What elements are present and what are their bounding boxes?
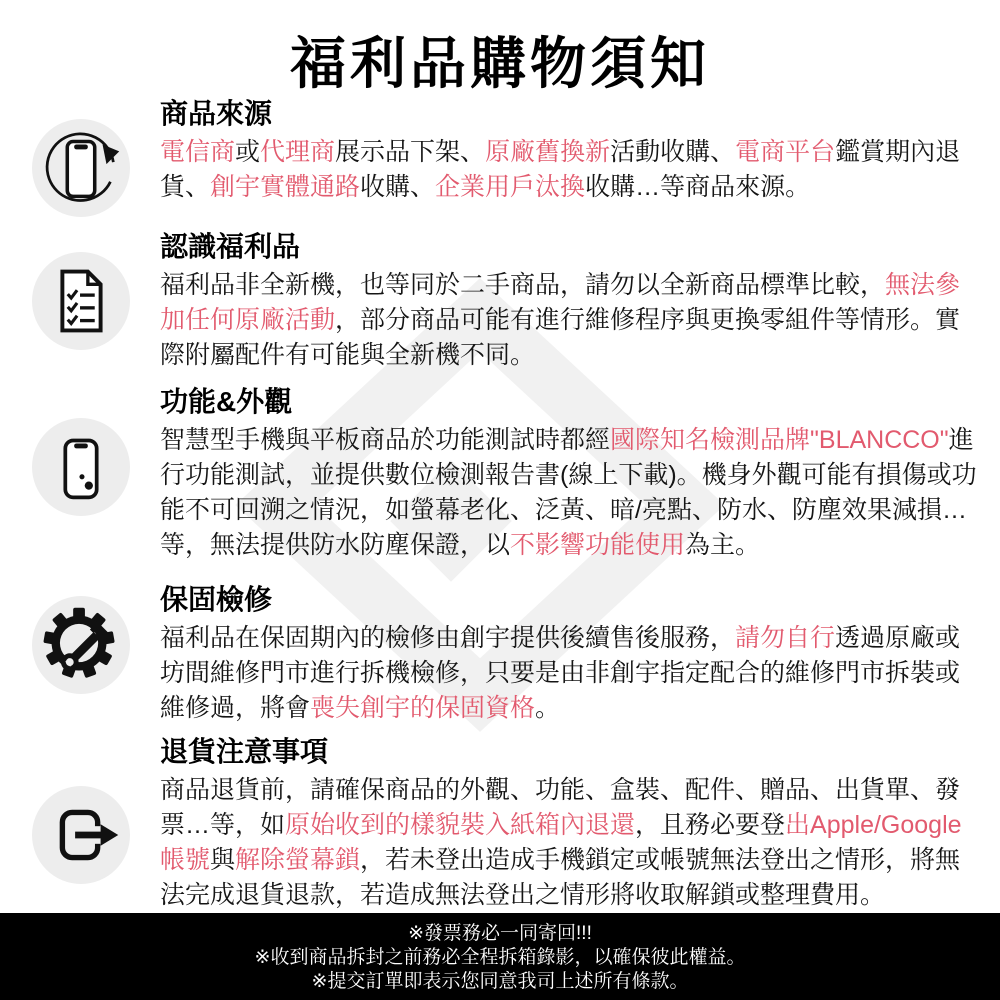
- highlighted-text-segment: 帳號: [160, 846, 211, 874]
- highlighted-text-segment: 代理商: [260, 138, 336, 166]
- highlighted-text-segment: 創宇實體通路: [210, 173, 361, 201]
- text-line: [160, 808, 962, 843]
- text-segment: 商品退貨前，請確保商品的外觀、功能、盒裝、配件、贈品、出貨單、發: [160, 776, 961, 804]
- text-segment: 收購、: [360, 173, 436, 201]
- text-line: [160, 338, 960, 373]
- highlighted-text-segment: 無法參: [885, 271, 961, 299]
- section-heading: 認識福利品: [160, 231, 301, 262]
- text-segment: 展示品下架、: [335, 138, 486, 166]
- text-line: [160, 135, 960, 170]
- footer-notice-bar: [0, 913, 1000, 1000]
- text-segment: 際附屬配件有可能與全新機不同。: [160, 341, 536, 369]
- section-heading: 保固檢修: [160, 584, 273, 615]
- text-segment: 票…等，如: [160, 811, 286, 839]
- footer-line: ※發票務必一同寄回!!!: [408, 923, 592, 944]
- text-segment: 貨、: [160, 173, 211, 201]
- section-heading: 退貨注意事項: [160, 736, 329, 767]
- highlighted-text-segment: 不影響功能使用: [510, 531, 686, 559]
- text-segment: 行功能測試，並提供數位檢測報告書(線上下載)。機身外觀可能有損傷或功: [160, 461, 977, 489]
- phone-screen-icon: [32, 418, 130, 516]
- text-line: [160, 458, 977, 493]
- text-line: [160, 268, 960, 303]
- text-segment: 進: [948, 426, 974, 454]
- highlighted-text-segment: 解除螢幕鎖: [235, 846, 361, 874]
- text-segment: 與: [210, 846, 236, 874]
- highlighted-text-segment: 原始收到的樣貌裝入紙箱內退還: [285, 811, 636, 839]
- highlighted-text-segment: 加任何原廠活動: [160, 306, 336, 334]
- highlighted-text-segment: 國際知名檢測品牌"BLANCCO": [610, 426, 949, 454]
- section-body: [160, 135, 960, 205]
- highlighted-text-segment: 喪失創宇的保固資格: [310, 694, 536, 722]
- footer-line: ※收到商品拆封之前務必全程拆箱錄影，以確保彼此權益。: [254, 947, 746, 968]
- text-segment: 智慧型手機與平板商品於功能測試時都經: [160, 426, 611, 454]
- text-segment: 。: [535, 694, 561, 722]
- text-segment: ，且務必要登: [635, 811, 786, 839]
- checklist-icon: [32, 252, 130, 350]
- section-heading: 商品來源: [160, 98, 273, 129]
- text-line: [160, 773, 962, 808]
- text-line: [160, 303, 960, 338]
- section-heading: 功能&外觀: [160, 386, 293, 417]
- text-segment: 或: [235, 138, 261, 166]
- footer-line: ※提交訂單即表示您同意我司上述所有條款。: [311, 971, 689, 992]
- text-line: [160, 170, 960, 205]
- text-segment: 坊間維修門市進行拆機檢修，只要是由非創宇指定配合的維修門市拆裝或: [160, 659, 961, 687]
- text-segment: ，若未登出造成手機鎖定或帳號無法登出之情形，將無: [360, 846, 961, 874]
- text-segment: 為主。: [685, 531, 761, 559]
- text-segment: 收購…等商品來源。: [585, 173, 811, 201]
- text-line: [160, 656, 960, 691]
- highlighted-text-segment: 企業用戶汰換: [435, 173, 586, 201]
- section-body: [160, 773, 962, 913]
- text-segment: 透過原廠或: [835, 624, 961, 652]
- section-body: [160, 268, 960, 373]
- highlighted-text-segment: 請勿自行: [735, 624, 836, 652]
- text-line: [160, 843, 962, 878]
- text-segment: 福利品非全新機，也等同於二手商品，請勿以全新商品標準比較，: [160, 271, 886, 299]
- text-line: [160, 691, 960, 726]
- text-segment: 法完成退貨退款，若造成無法登出之情形將收取解鎖或整理費用。: [160, 881, 886, 909]
- text-line: [160, 528, 977, 563]
- highlighted-text-segment: 電商平台: [735, 138, 836, 166]
- text-segment: 能不可回溯之情況，如螢幕老化、泛黃、暗/亮點、防水、防塵效果減損…: [160, 496, 967, 524]
- text-segment: 鑑賞期內退: [835, 138, 961, 166]
- text-segment: 維修過，將會: [160, 694, 311, 722]
- phone-refresh-icon: [32, 119, 130, 217]
- text-segment: ，部分商品可能有進行維修程序與更換零組件等情形。實: [335, 306, 961, 334]
- text-line: [160, 493, 977, 528]
- page-title: 福利品購物須知: [290, 32, 710, 95]
- highlighted-text-segment: 原廠舊換新: [485, 138, 611, 166]
- logout-icon: [32, 786, 130, 884]
- section-body: [160, 621, 960, 726]
- text-segment: 活動收購、: [610, 138, 736, 166]
- text-line: [160, 621, 960, 656]
- text-segment: 福利品在保固期內的檢修由創宇提供後續售後服務，: [160, 624, 736, 652]
- text-segment: 等，無法提供防水防塵保證，以: [160, 531, 511, 559]
- highlighted-text-segment: 電信商: [160, 138, 236, 166]
- section-body: [160, 423, 977, 563]
- gear-wrench-icon: [32, 596, 130, 694]
- text-line: [160, 423, 977, 458]
- highlighted-text-segment: 出Apple/Google: [785, 811, 962, 839]
- text-line: [160, 878, 962, 913]
